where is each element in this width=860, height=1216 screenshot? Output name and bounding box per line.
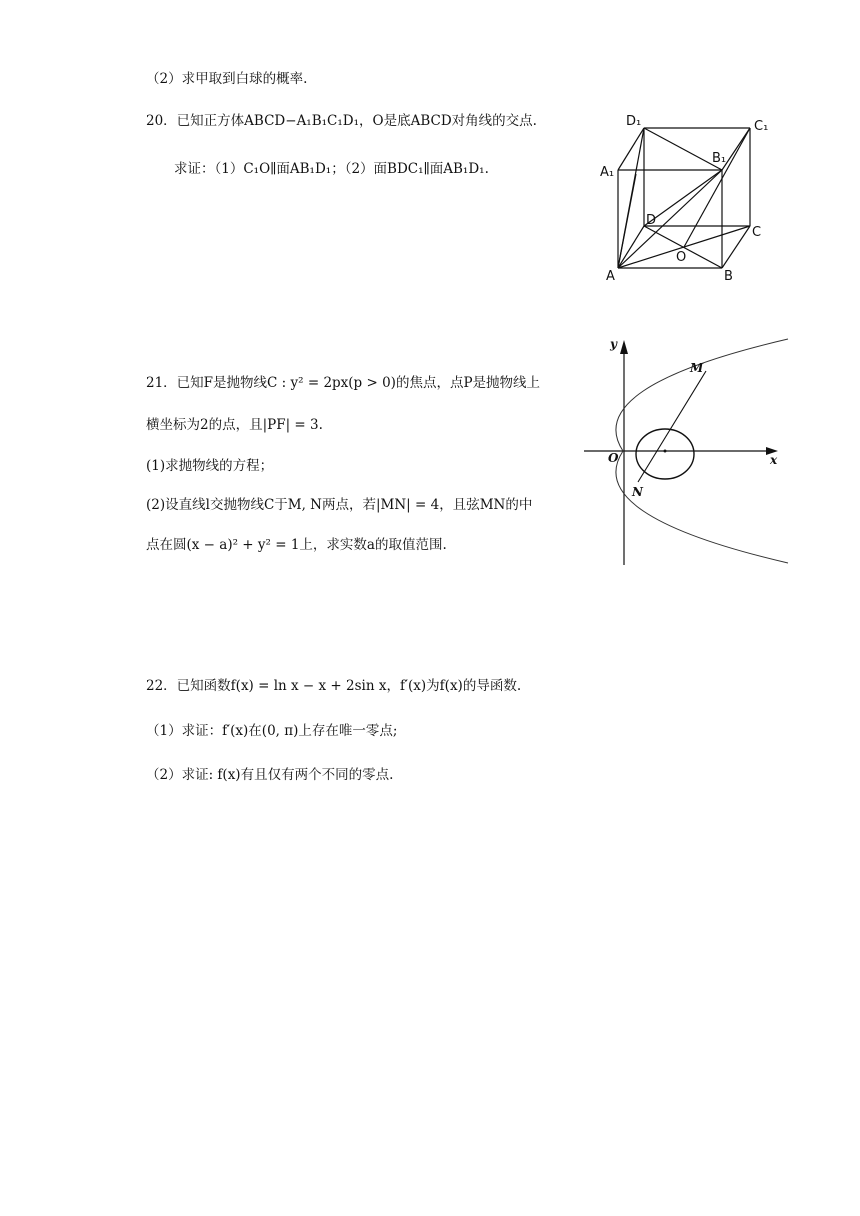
problem21-line2: 横坐标为2的点，且|PF| = 3. <box>146 417 323 433</box>
y-axis-arrow-icon <box>620 340 628 354</box>
problem19-part2: （2）求甲取到白球的概率. <box>146 71 308 87</box>
problem22-part2: （2）求证: f(x)有且仅有两个不同的零点. <box>146 767 394 783</box>
label-y: y <box>610 337 617 351</box>
cube-figure <box>596 108 796 284</box>
label-B1: B₁ <box>712 151 727 166</box>
parabola-figure <box>580 334 790 570</box>
label-C: C <box>752 225 762 240</box>
problem22-statement: 22．已知函数f(x) = ln x − x + 2sin x，f′(x)为f(x)的导函数. <box>146 678 522 694</box>
problem21-line1: 21．已知F是抛物线C : y² = 2px(p > 0)的焦点，点P是抛物线上 <box>146 375 541 391</box>
problem21-part2-line1: (2)设直线l交抛物线C于M, N两点，若|MN| = 4，且弦MN的中 <box>146 497 533 513</box>
problem21-part1: (1)求抛物线的方程； <box>146 458 274 474</box>
label-D1: D₁ <box>626 114 642 129</box>
problem21-part2-line2: 点在圆(x − a)² + y² = 1上，求实数a的取值范围. <box>146 537 447 553</box>
label-B: B <box>724 269 733 284</box>
problem20-proof: 求证：（1）C₁O∥面AB₁D₁；（2）面BDC₁∥面AB₁D₁. <box>174 161 489 177</box>
label-C1: C₁ <box>754 119 769 134</box>
label-A: A <box>606 269 615 284</box>
label-O: O <box>608 451 619 465</box>
label-D: D <box>646 213 657 228</box>
problem22-part1: （1）求证：f′(x)在(0, π)上存在唯一零点; <box>146 723 398 739</box>
cube-edges <box>618 128 750 268</box>
label-O: O <box>676 250 687 265</box>
label-A1: A₁ <box>600 165 615 180</box>
label-N: N <box>632 485 643 499</box>
problem20-statement: 20．已知正方体ABCD−A₁B₁C₁D₁，O是底ABCD对角线的交点. <box>146 113 537 129</box>
circle-center <box>664 450 667 453</box>
label-x: x <box>770 453 778 467</box>
label-M: M <box>690 361 704 375</box>
